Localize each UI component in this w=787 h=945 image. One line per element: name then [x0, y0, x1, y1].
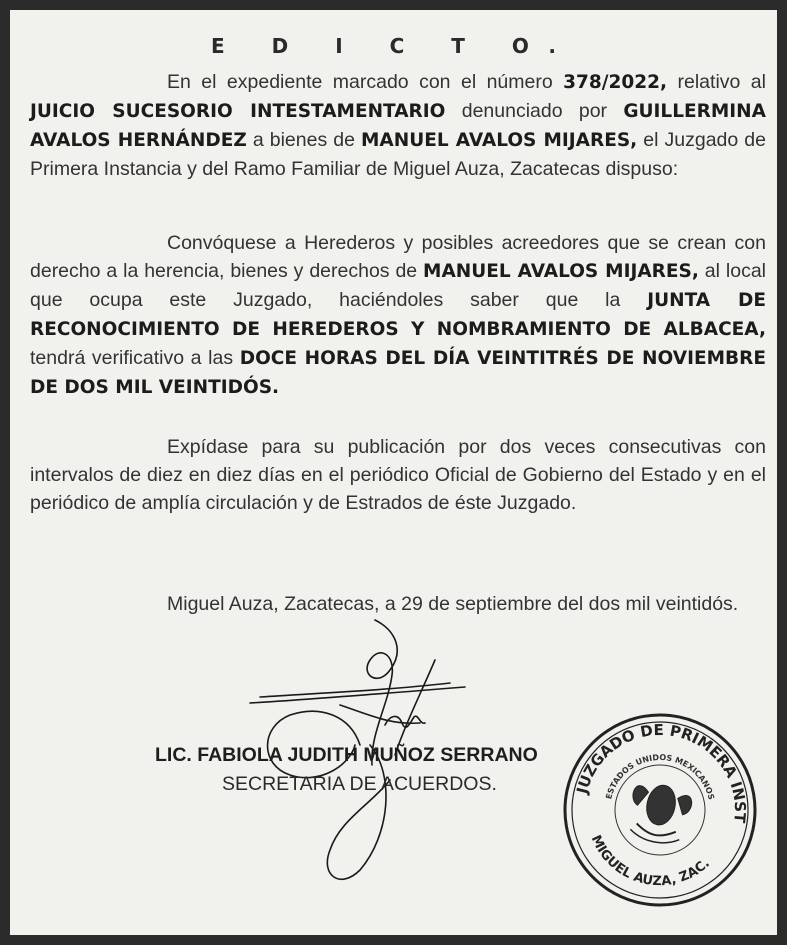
text-run: En el expediente marcado con el número	[167, 71, 564, 93]
document-title: E D I C T O.	[211, 34, 576, 58]
text-run: Convóquese a Herederos y posibles acreedores que se crean con derecho a la herencia, bienes y derechos de	[30, 232, 766, 282]
svg-text:JUZGADO DE PRIMERA INSTANCIA: JUZGADO DE PRIMERA INSTANCIA	[572, 720, 750, 823]
hearing-name: JUNTA DE RECONOCIMIENTO DE HEREDEROS Y NOMBRAMIENTO DE ALBACEA,	[30, 290, 766, 340]
court-seal	[555, 710, 765, 910]
case-number: 378/2022,	[563, 72, 668, 93]
text-run: a bienes de	[246, 129, 362, 151]
svg-text:ESTADOS UNIDOS MEXICANOS: ESTADOS UNIDOS MEXICANOS	[604, 752, 716, 801]
eagle-emblem-icon	[624, 779, 694, 848]
hearing-datetime: DOCE HORAS DEL DÍA VEINTITRÉS DE NOVIEMBRE DE DOS MIL VEINTIDÓS.	[30, 348, 766, 398]
paragraph-case-file	[30, 68, 766, 183]
svg-text:MIGUEL AUZA, ZAC.: MIGUEL AUZA, ZAC.	[587, 833, 713, 890]
text-run: tendrá verificativo a las	[30, 347, 240, 369]
text-run: el Juzgado de Primera Instancia y del Ramo Familiar de Miguel Auza, Zacatecas dispuso:	[30, 129, 766, 180]
paragraph-publication: Expídase para su publicación por dos veces consecutivas con intervalos de diez en diez días en el periódico Oficial de Gobierno del Estado y en el periódico de amplía circulación y de Estrados de éste Juzgado.	[30, 436, 766, 514]
paragraph-summons	[30, 229, 766, 402]
text-run: denunciado por	[445, 100, 624, 122]
trial-type: JUICIO SUCESORIO INTESTAMENTARIO	[30, 101, 446, 122]
text-run: al local que ocupa este Juzgado, haciéndoles saber que la	[30, 260, 766, 311]
text-run: relativo al	[667, 71, 766, 93]
document-page	[10, 10, 777, 935]
claimant-name: GUILLERMINA AVALOS HERNÁNDEZ	[30, 101, 766, 151]
deceased-name: MANUEL AVALOS MIJARES,	[423, 261, 699, 282]
signatory-name: LIC. FABIOLA JUDITH MUÑOZ SERRANO	[155, 744, 538, 766]
signatory-role: SECRETARIA DE ACUERDOS.	[222, 773, 497, 795]
paragraph-place-date: Miguel Auza, Zacatecas, a 29 de septiembre del dos mil veintidós.	[167, 593, 739, 615]
deceased-name: MANUEL AVALOS MIJARES,	[361, 130, 638, 151]
